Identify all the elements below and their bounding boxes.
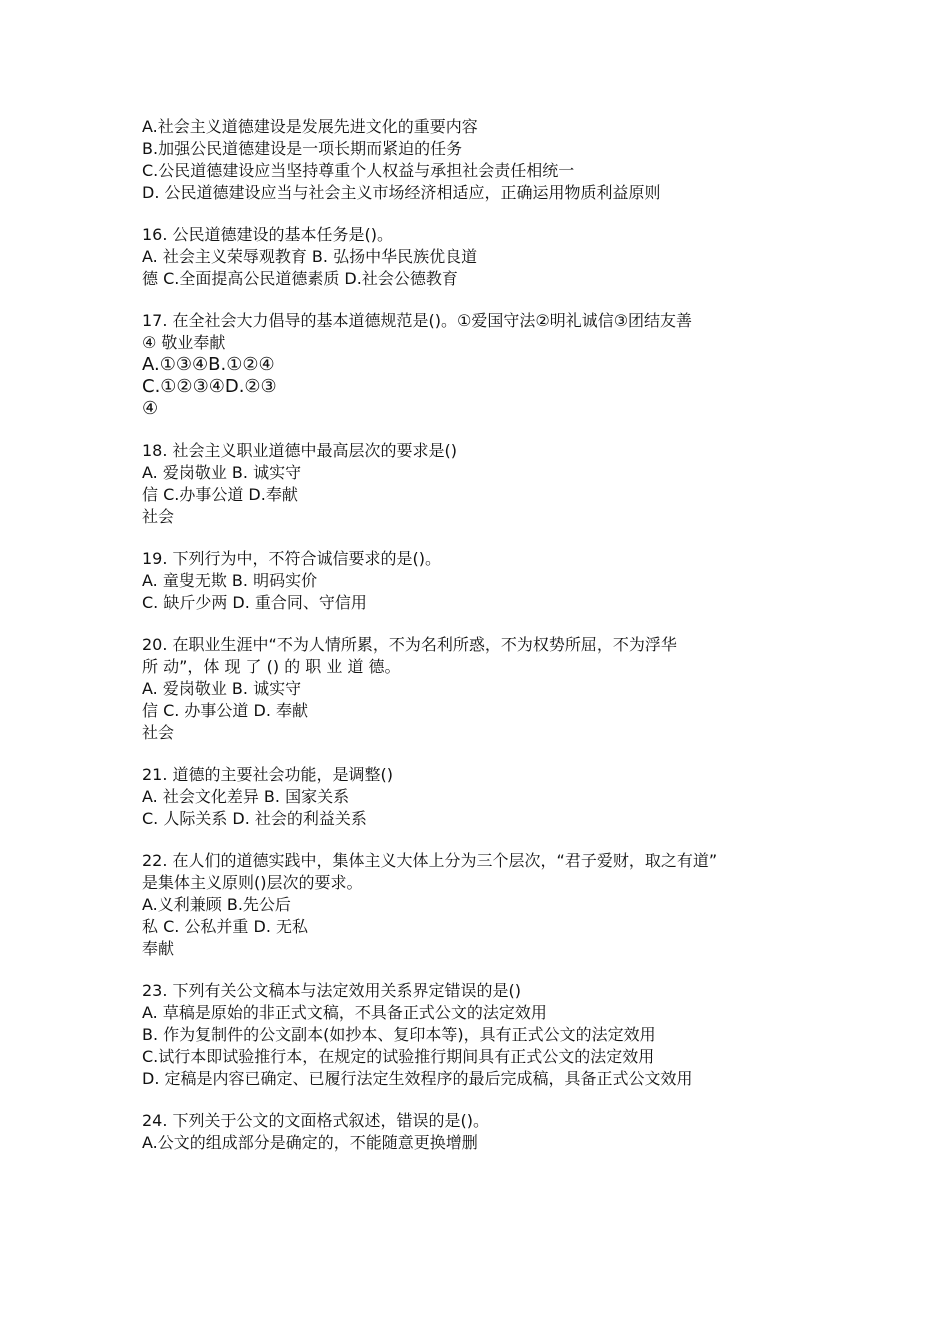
question-options: 奉献: [142, 939, 175, 958]
question-stem: ④ 敬业奉献: [142, 333, 226, 352]
question-stem: 21. 道德的主要社会功能，是调整(): [142, 765, 394, 784]
option-d: D. 公民道德建设应当与社会主义市场经济相适应，正确运用物质利益原则: [142, 183, 661, 202]
question-22: [142, 850, 822, 960]
question-23: [142, 980, 822, 1090]
question-24: [142, 1110, 822, 1154]
question-stem: 23. 下列有关公文稿本与法定效用关系界定错误的是(): [142, 981, 522, 1000]
question-stem: 18. 社会主义职业道德中最高层次的要求是(): [142, 441, 458, 460]
question-stem: 19. 下列行为中，不符合诚信要求的是()。: [142, 549, 442, 568]
option-a: A. 草稿是原始的非正式文稿，不具备正式公文的法定效用: [142, 1003, 547, 1022]
question-options: C.①②③④D.②③: [142, 376, 277, 397]
question-options: 社会: [142, 507, 175, 526]
question-options: A.①③④B.①②④: [142, 354, 275, 375]
question-options: 德 C.全面提高公民道德素质 D.社会公德教育: [142, 269, 458, 288]
question-stem: 16. 公民道德建设的基本任务是()。: [142, 225, 394, 244]
option-c: C.试行本即试验推行本，在规定的试验推行期间具有正式公文的法定效用: [142, 1047, 655, 1066]
question-options: 信 C. 办事公道 D. 奉献: [142, 701, 309, 720]
question-options: 社会: [142, 723, 175, 742]
question-19: [142, 548, 822, 614]
question-stem: 22. 在人们的道德实践中，集体主义大体上分为三个层次，“君子爱财，取之有道”: [142, 851, 718, 870]
question-options: A. 社会主义荣辱观教育 B. 弘扬中华民族优良道: [142, 247, 478, 266]
option-b: B. 作为复制件的公文副本(如抄本、复印本等)，具有正式公文的法定效用: [142, 1025, 656, 1044]
question-options: 信 C.办事公道 D.奉献: [142, 485, 298, 504]
question-options: ④: [142, 398, 159, 419]
question-stem: 17. 在全社会大力倡导的基本道德规范是()。①爱国守法②明礼诚信③团结友善: [142, 311, 693, 330]
question-20: [142, 634, 822, 744]
question-16: [142, 224, 822, 290]
question-options: A.义利兼顾 B.先公后: [142, 895, 291, 914]
question-stem: 是集体主义原则()层次的要求。: [142, 873, 363, 892]
document-page: [142, 116, 822, 1154]
question-options: 私 C. 公私并重 D. 无私: [142, 917, 309, 936]
question-options: A. 童叟无欺 B. 明码实价: [142, 571, 318, 590]
option-d: D. 定稿是内容已确定、已履行法定生效程序的最后完成稿，具备正式公文效用: [142, 1069, 693, 1088]
option-c: C.公民道德建设应当坚持尊重个人权益与承担社会责任相统一: [142, 161, 575, 180]
option-b: B.加强公民道德建设是一项长期而紧迫的任务: [142, 139, 463, 158]
question-options: A. 社会文化差异 B. 国家关系: [142, 787, 350, 806]
question-17: [142, 310, 822, 420]
question-stem: 24. 下列关于公文的文面格式叙述，错误的是()。: [142, 1111, 490, 1130]
question-18: [142, 440, 822, 528]
question-options: A. 爱岗敬业 B. 诚实守: [142, 679, 302, 698]
option-a: A.公文的组成部分是确定的，不能随意更换增删: [142, 1133, 478, 1152]
question-options: C. 人际关系 D. 社会的利益关系: [142, 809, 367, 828]
question-options: A. 爱岗敬业 B. 诚实守: [142, 463, 302, 482]
option-a: A.社会主义道德建设是发展先进文化的重要内容: [142, 117, 478, 136]
question-stem: 所 动”，体 现 了 () 的 职 业 道 德。: [142, 657, 401, 676]
question-21: [142, 764, 822, 830]
question-stem: 20. 在职业生涯中“不为人情所累，不为名利所惑，不为权势所屈，不为浮华: [142, 635, 677, 654]
question-options: C. 缺斤少两 D. 重合同、守信用: [142, 593, 367, 612]
question-15-options: [142, 116, 822, 204]
